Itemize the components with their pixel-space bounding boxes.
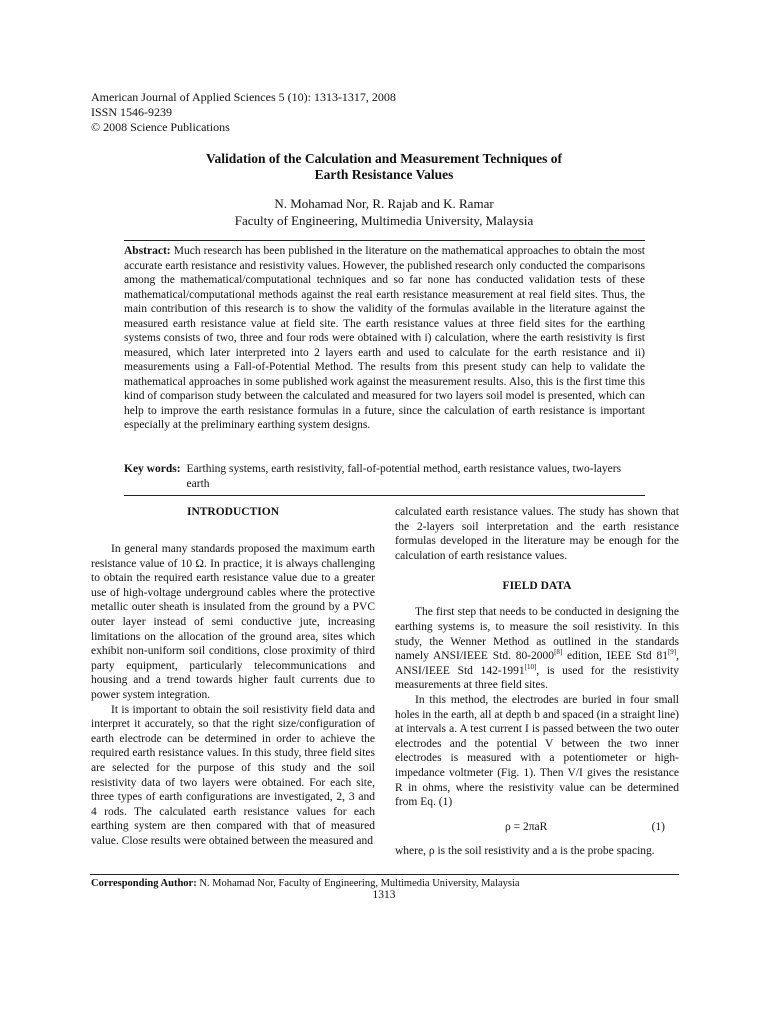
equation-1 (395, 820, 679, 835)
equation-body: ρ = 2πaR (505, 820, 548, 833)
field-data-heading: FIELD DATA (502, 580, 572, 593)
field-data-p1-part-a: The first step that needs to be conducted in designing the earthing systems is, to measure the soil resistivity. In this study, the Wenner Method as outlined in the standards namely ANSI/IEEE Std. 80-2000 (395, 606, 679, 663)
page-number: 1313 (372, 889, 396, 901)
abstract-label: Abstract: (124, 245, 171, 257)
field-data-p1-part-d: , is used for the resistivity measurements at three field sites. (395, 664, 679, 692)
introduction-paragraph-3: calculated earth resistance values. The study has shown that the 2-layers soil interpretation and the earth resistance formulas developed in the literature may be enough for the calculation of earth resistance values. (395, 506, 679, 562)
corresponding-author-text: N. Mohamad Nor, Faculty of Engineering, Multimedia University, Malaysia (196, 878, 520, 889)
copyright: © 2008 Science Publications (91, 120, 230, 134)
keywords-text: Earthing systems, earth resistivity, fall-of-potential method, earth resistance values, two-layers earth (186, 463, 622, 490)
introduction-paragraph-2: It is important to obtain the soil resistivity field data and interpret it accurately, so that the right size/configuration of earth electrode can be determined in order to achieve the required earth resistance values. In this study, three field sites are selected for the purpose of this study and the soil resistivity data of two layers were obtained. For each site, three types of earth configurations are investigated, 2, 3 and 4 rods. The calculated earth resistance values for each earthing system are then compared with that of measured value. Close results were obtained between the measured and (91, 703, 375, 847)
paper-title (90, 151, 678, 183)
keywords-label: Key words: (124, 463, 181, 475)
title-line-1: Validation of the Calculation and Measurement Techniques of (206, 151, 562, 166)
journal-header (91, 90, 396, 135)
field-data-paragraph-1 (395, 605, 679, 693)
issn: ISSN 1546-9239 (91, 105, 173, 119)
introduction-heading: INTRODUCTION (186, 506, 279, 518)
field-data-paragraph-2: In this method, the electrodes are buried in four small holes in the earth, all at depth b and spaced (in a straight line) at intervals a. A test current I is passed between the two outer electrodes and the potential V between the two inner electrodes is measured with a potentiometer or high-impedance voltmeter (Fig. 1). Then V/I gives the resistance R in ohms, where the resistivity value can be determined from Eq. (1) (395, 693, 679, 809)
author-affiliation: Faculty of Engineering, Multimedia University, Malaysia (234, 213, 534, 228)
footer-divider (90, 874, 679, 875)
author-block (90, 195, 678, 229)
field-data-paragraph-3: where, ρ is the soil resistivity and a is the probe spacing. (395, 845, 655, 858)
introduction-paragraph-1: In general many standards proposed the maximum earth resistance value of 10 Ω. In practice, it is always challenging to obtain the required earth resistance value due to a greater use of high-voltage underground cables where the protective metallic outer sheath is insulated from the ground by a PVC outer layer instead of semi conductive jute, increasing limitations on the allocation of the ground area, sites which exhibit non-uniform soil conditions, close proximity of third party equipment, particularly telecommunications and housing and a trend towards higher fault currents due to power system integration. (91, 543, 375, 701)
equation-number: (1) (651, 820, 665, 833)
reference-8: [8] (554, 648, 563, 657)
reference-9: [9] (667, 648, 677, 657)
keywords (124, 462, 645, 496)
reference-10: [10] (524, 662, 537, 671)
left-column (91, 505, 375, 848)
title-line-2: Earth Resistance Values (314, 167, 454, 182)
corresponding-author-label: Corresponding Author: (91, 878, 197, 889)
abstract-text: Much research has been published in the literature on the mathematical approaches to obtain the most accurate earth resistance and resistivity values. However, the published research only conducted the comparisons among the mathematical/computational techniques and so far none has conducted validation tests of these mathematical/computational methods against the real earth resistance measurement at real field sites. Thus, the main contribution of this research is to show the validity of the formulas available in the literature against the measured earth resistance value at field site. The earth resistance values at three field sites for the earthing systems consists of two, three and four rods were obtained with i) calculation, where the earth resistivity is first measured, which later interpreted into 2 layers earth and used to calculate for the earth resistance and ii) measurements using a Fall-of-Potential Method. The results from this present study can help to validate the mathematical approaches in some published work against the measurement results. Also, this is the first time this kind of comparison study between the calculated and measured for two layers soil model is presented, which can help to improve the earth resistance formulas in a future, since the calculation of earth resistance is important especially at the preliminary earthing system designs. (124, 245, 646, 431)
journal-citation: American Journal of Applied Sciences 5 (10): 1313-1317, 2008 (91, 90, 396, 104)
field-data-p1-part-b: edition, IEEE Std 81 (562, 650, 668, 663)
author-names: N. Mohamad Nor, R. Rajab and K. Ramar (274, 196, 494, 211)
abstract (124, 240, 645, 433)
right-column (395, 505, 679, 859)
field-data-p1-part-c: , ANSI/IEEE Std 142-1991 (395, 650, 679, 677)
